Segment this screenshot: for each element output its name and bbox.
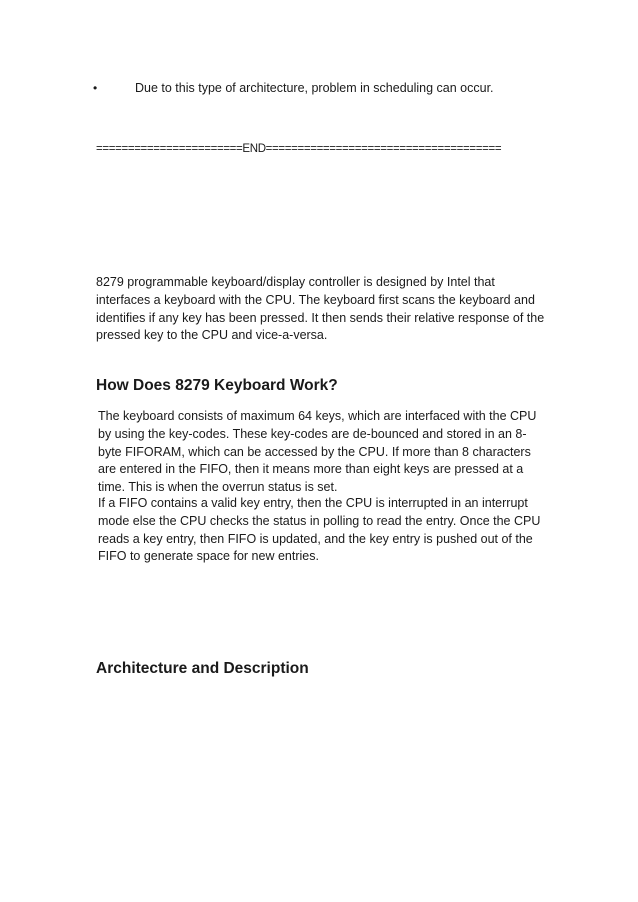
how-paragraph-2: If a FIFO contains a valid key entry, then the CPU is interrupted in an interrupt mode else the CPU checks the status in polling to read the entry. Once the CPU reads a key entry, then FIFO is updated, and the key entry is pushed out of the FIFO to generate space for new entries. — [98, 496, 541, 564]
section-heading-how-keyboard-works: How Does 8279 Keyboard Work? — [96, 377, 338, 394]
bullet-text: Due to this type of architecture, problem in scheduling can occur. — [135, 81, 494, 95]
intro-paragraph: 8279 programmable keyboard/display controller is designed by Intel that interfaces a keyboard with the CPU. The keyboard first scans the keyboard and identifies if any key has been pressed. It then sends their relative response of the pressed key to the CPU and vice-a-versa. — [96, 275, 545, 343]
how-paragraph-1: The keyboard consists of maximum 64 keys, which are interfaced with the CPU by using the key-codes. These key-codes are de-bounced and stored in an 8-byte FIFORAM, which can be accessed by the CPU. If more than 8 characters are entered in the FIFO, then it means more than eight keys are pressed at a time. This is when the overrun status is set. — [98, 409, 537, 495]
end-separator: =======================END===================================== — [96, 143, 502, 155]
section-heading-architecture: Architecture and Description — [96, 660, 309, 677]
bullet-dot-icon: • — [93, 81, 98, 95]
